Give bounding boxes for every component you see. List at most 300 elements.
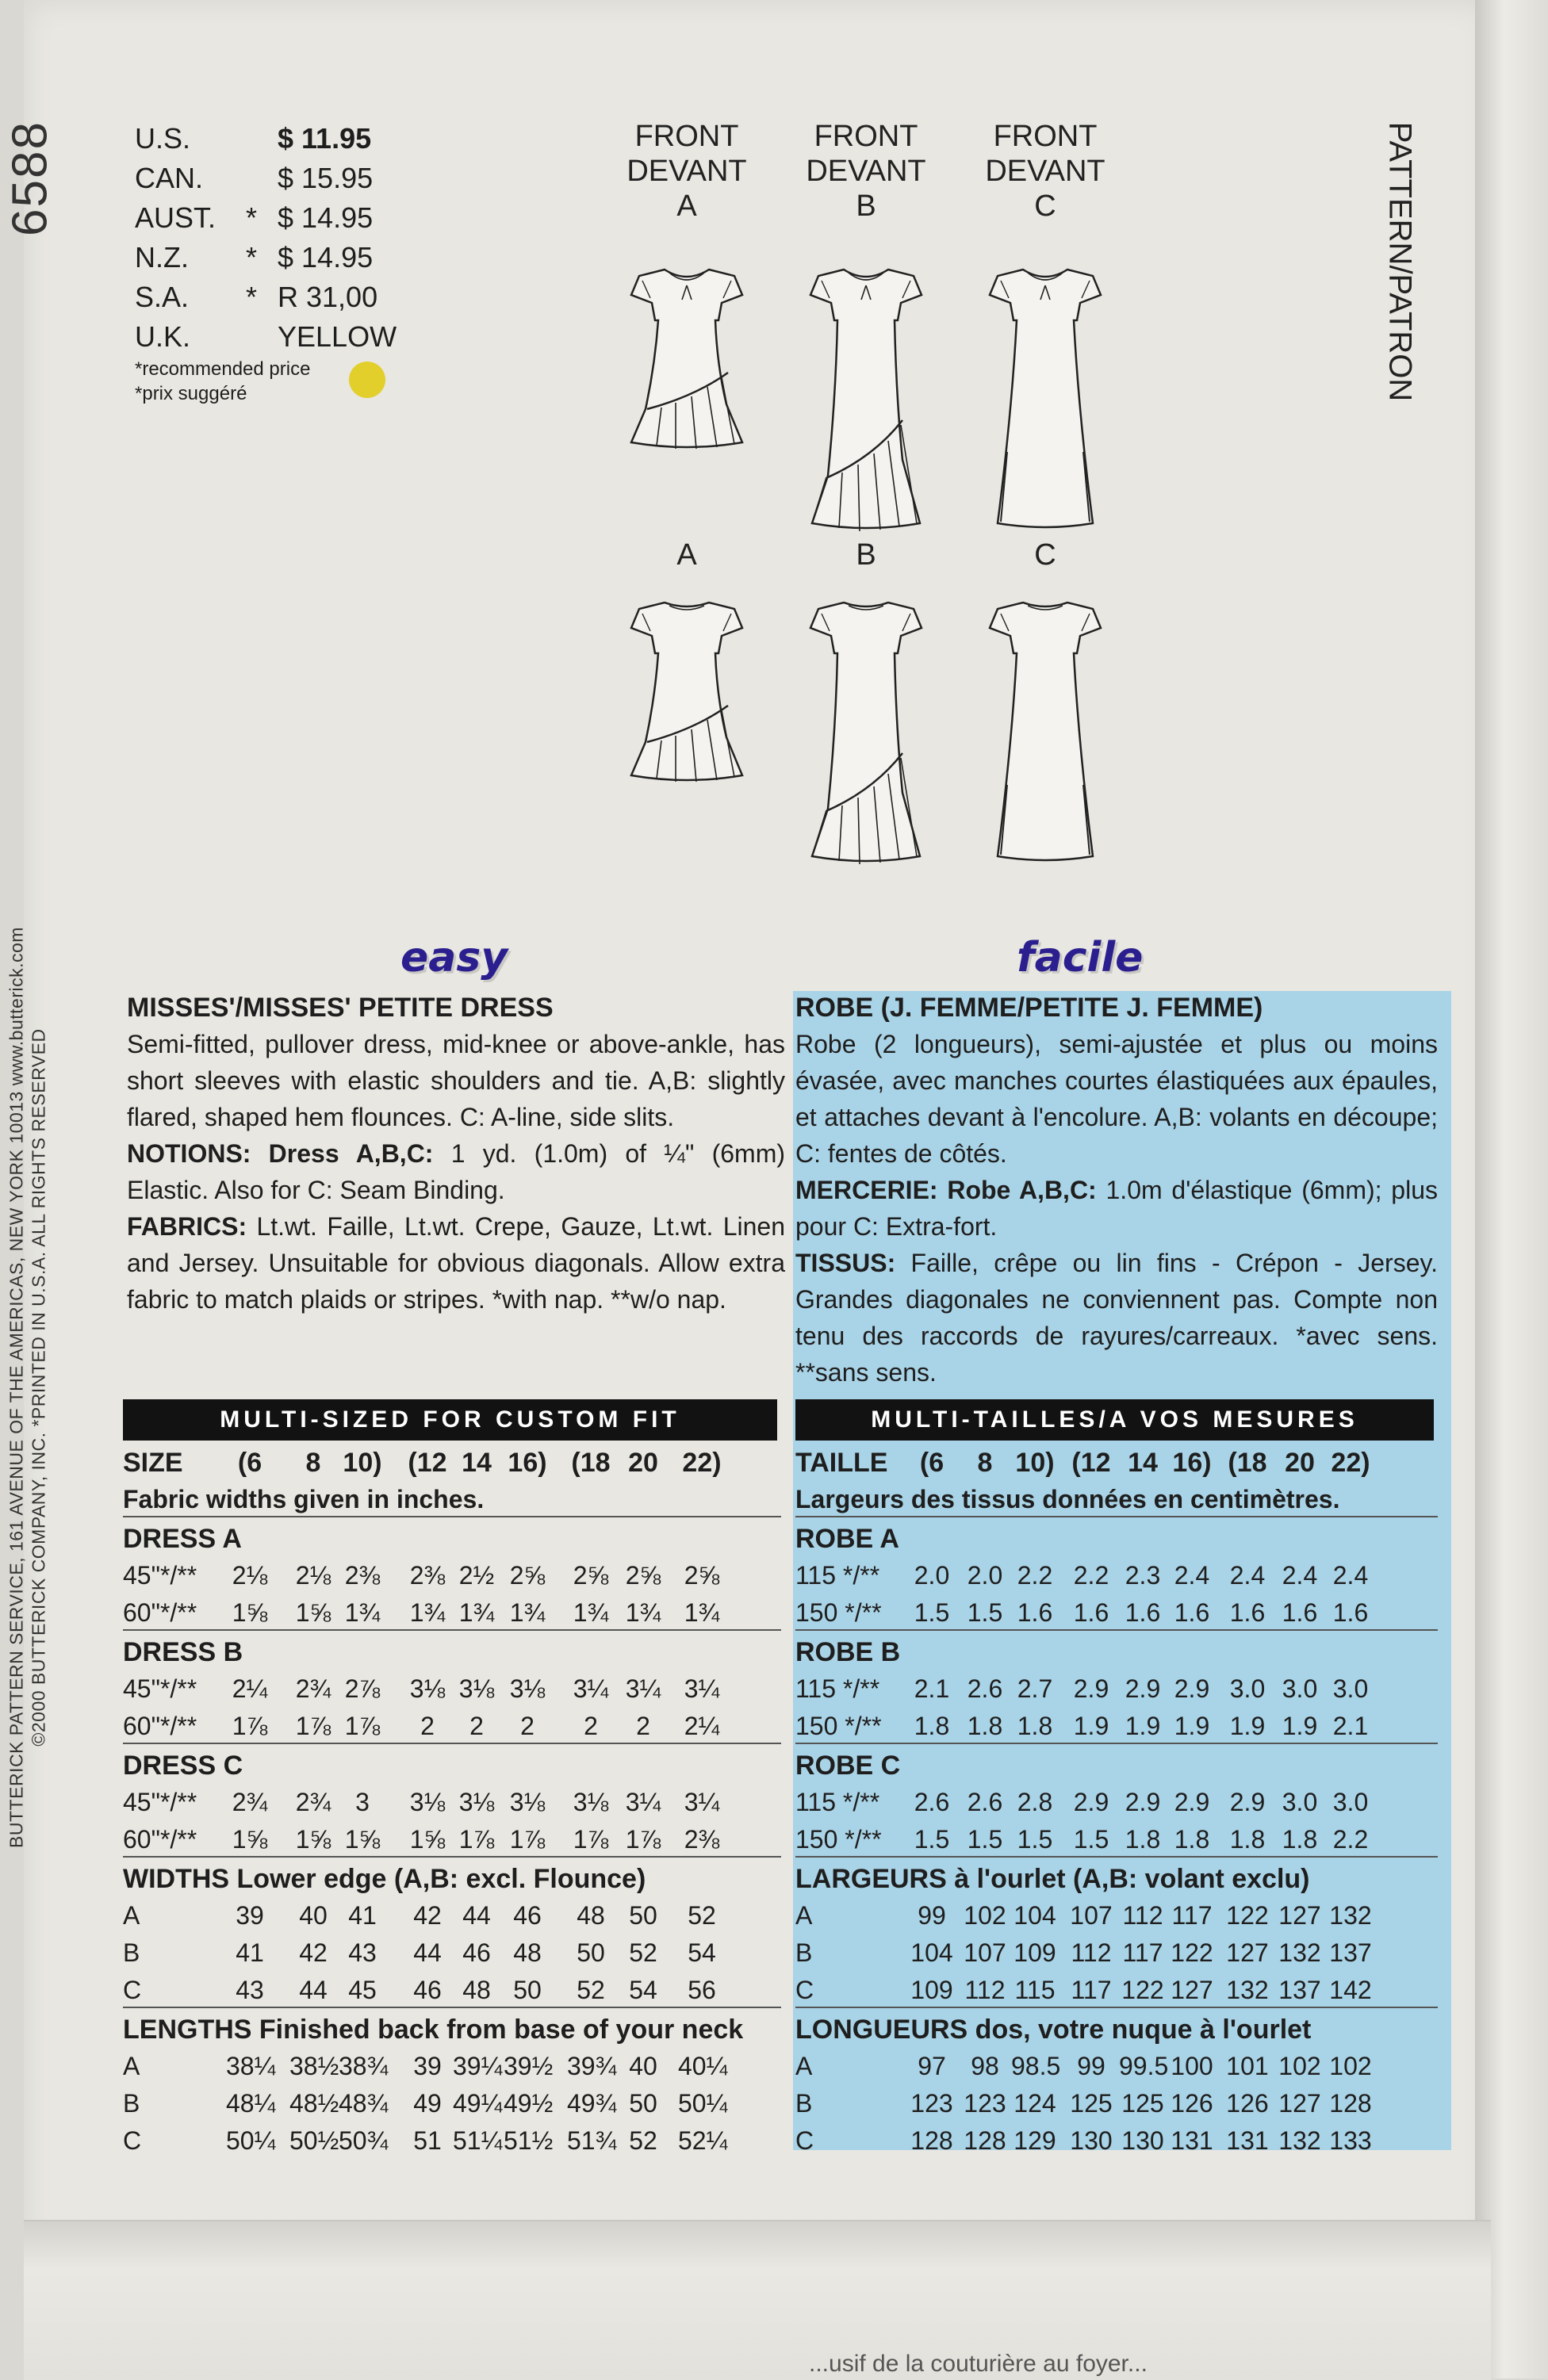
table-cell: 51¾ (567, 2126, 617, 2155)
row-label: 115 */** (795, 1561, 880, 1590)
table-cell: 48¾ (339, 2089, 389, 2118)
size-heading: 8 (305, 1448, 321, 1478)
table-cell: 2¼ (232, 1674, 268, 1703)
table-cell: 2⅝ (625, 1561, 661, 1590)
table-cell: 1.9 (1174, 1712, 1210, 1740)
french-description (795, 989, 1438, 1391)
widths-title: LARGEURS à l'ourlet (A,B: volant exclu) (795, 1864, 1310, 1894)
table-cell: 2.2 (1017, 1561, 1053, 1590)
table-cell: 1.6 (1073, 1598, 1109, 1627)
view-label-back-b: B (856, 538, 876, 572)
table-cell: 1.5 (967, 1598, 1003, 1627)
table-cell: 132 (1278, 1938, 1321, 1967)
table-cell: 52 (629, 2126, 657, 2155)
table-cell: 46 (413, 1976, 442, 2004)
table-cell: 1.9 (1073, 1712, 1109, 1740)
section-title-row (123, 1631, 781, 1668)
table-cell: 125 (1070, 2089, 1113, 2118)
yardage-row (795, 1819, 1438, 1858)
table-cell: 39½ (504, 2052, 554, 2080)
table-cell: 1.8 (1017, 1712, 1053, 1740)
english-fabrics: FABRICS: Lt.wt. Faille, Lt.wt. Crepe, Gauze, Lt.wt. Linen and Jersey. Unsuitable for obvious diagonals. Allow extra fabric to match plaids or stripes. *with nap. **w/o nap. (127, 1212, 785, 1314)
table-cell: 2¼ (684, 1712, 720, 1740)
table-cell: 3¼ (625, 1674, 661, 1703)
table-cell: 3⅛ (509, 1788, 546, 1816)
table-cell: 56 (688, 1976, 716, 2004)
table-cell: 2.9 (1125, 1674, 1161, 1703)
yardage-row (123, 1819, 781, 1858)
table-cell: 40 (299, 1901, 328, 1930)
widths-title-row (795, 1858, 1438, 1895)
table-cell: 2⅝ (573, 1561, 609, 1590)
widths-title: WIDTHS Lower edge (A,B: excl. Flounce) (123, 1864, 646, 1894)
french-title: ROBE (J. FEMME/PETITE J. FEMME) (795, 993, 1263, 1023)
lengths-title: LENGTHS Finished back from base of your neck (123, 2015, 744, 2045)
table-cell: 127 (1171, 1976, 1213, 2004)
table-cell: 1⅞ (625, 1825, 661, 1854)
table-cell: 109 (1013, 1938, 1056, 1967)
section-title-row (795, 1517, 1438, 1555)
table-cell: 126 (1226, 2089, 1269, 2118)
row-label: C (795, 2126, 814, 2155)
yardage-row (795, 1705, 1438, 1744)
dress-back-c-illustration (982, 587, 1109, 872)
size-heading: 14 (462, 1448, 492, 1478)
table-cell: 1¾ (573, 1598, 609, 1627)
table-cell: 102 (1329, 2052, 1372, 2080)
table-cell: 2.6 (914, 1788, 950, 1816)
table-cell: 101 (1226, 2052, 1269, 2080)
table-cell: 1⅝ (232, 1598, 268, 1627)
table-cell: 50 (629, 2089, 657, 2118)
row-label: 60"*/** (123, 1598, 197, 1627)
section-title: DRESS A (123, 1524, 242, 1554)
table-cell: 2.4 (1332, 1561, 1369, 1590)
table-cell: 2⅝ (684, 1561, 720, 1590)
view-label-back-c: C (1034, 538, 1056, 572)
width-note: Fabric widths given in inches. (123, 1485, 485, 1513)
pattern-number: 6588 (2, 121, 58, 236)
size-heading: 20 (1285, 1448, 1315, 1478)
table-cell: 137 (1278, 1976, 1321, 2004)
size-header-row (795, 1441, 1438, 1479)
table-cell: 1.6 (1332, 1598, 1369, 1627)
table-cell: 2¾ (295, 1788, 331, 1816)
table-cell: 3.0 (1229, 1674, 1266, 1703)
lengths-title-row (123, 2008, 781, 2045)
row-label: B (795, 1938, 813, 1967)
table-cell: 43 (348, 1938, 377, 1967)
table-cell: 49½ (504, 2089, 554, 2118)
table-cell: 42 (413, 1901, 442, 1930)
table-cell: 40 (629, 2052, 657, 2080)
width-note-row (123, 1479, 781, 1517)
table-cell: 3.0 (1282, 1788, 1318, 1816)
row-label: 45"*/** (123, 1788, 197, 1816)
table-cell: 1.6 (1017, 1598, 1053, 1627)
table-cell: 1⅝ (295, 1825, 331, 1854)
table-cell: 50¼ (678, 2089, 728, 2118)
size-heading: (6 (919, 1448, 945, 1478)
table-cell: 42 (299, 1938, 328, 1967)
section-title-row (795, 1631, 1438, 1668)
price-row: U.K. YELLOW (135, 320, 397, 353)
size-heading: 16) (508, 1448, 547, 1478)
table-cell: 128 (964, 2126, 1006, 2155)
table-cell: 50¾ (339, 2126, 389, 2155)
section-title-row (123, 1517, 781, 1555)
size-heading: 14 (1128, 1448, 1158, 1478)
row-label: B (123, 1938, 140, 1967)
yardage-row (795, 1781, 1438, 1819)
table-cell: 3⅛ (409, 1674, 446, 1703)
table-cell: 50 (513, 1976, 542, 2004)
table-cell: 130 (1121, 2126, 1164, 2155)
table-cell: 48½ (289, 2089, 339, 2118)
table-cell: 2⅜ (684, 1825, 720, 1854)
table-cell: 2⅛ (232, 1561, 268, 1590)
size-heading: (18 (1228, 1448, 1267, 1478)
section-title: DRESS C (123, 1751, 243, 1781)
publisher-address: BUTTERICK PATTERN SERVICE, 161 AVENUE OF THE AMERICAS, NEW YORK 10013 www.butterick.com (6, 927, 27, 1848)
table-cell: 1⅞ (295, 1712, 331, 1740)
table-cell: 1.6 (1125, 1598, 1161, 1627)
table-cell: 45 (348, 1976, 377, 2004)
table-cell: 1¾ (458, 1598, 495, 1627)
table-cell: 128 (1329, 2089, 1372, 2118)
table-cell: 1⅝ (409, 1825, 446, 1854)
table-cell: 126 (1171, 2089, 1213, 2118)
table-cell: 48 (513, 1938, 542, 1967)
table-cell: 133 (1329, 2126, 1372, 2155)
table-cell: 129 (1013, 2126, 1056, 2155)
table-cell: 2 (520, 1712, 535, 1740)
table-cell: 1.6 (1282, 1598, 1318, 1627)
row-label: C (123, 2126, 142, 2155)
table-cell: 2⅜ (409, 1561, 446, 1590)
table-cell: 1⅞ (458, 1825, 495, 1854)
table-cell: 112 (964, 1976, 1006, 2004)
table-cell: 2 (584, 1712, 598, 1740)
table-cell: 1.5 (1073, 1825, 1109, 1854)
table-cell: 2 (420, 1712, 435, 1740)
table-cell: 2.9 (1073, 1674, 1109, 1703)
row-label: A (123, 2052, 140, 2080)
size-table-english (123, 1441, 781, 2157)
table-cell: 2.6 (967, 1674, 1003, 1703)
table-cell: 3⅛ (458, 1788, 495, 1816)
table-cell: 2.9 (1174, 1674, 1210, 1703)
table-cell: 3 (355, 1788, 370, 1816)
table-cell: 52 (629, 1938, 657, 1967)
view-label-front-c: FRONT DEVANT C (985, 120, 1105, 223)
uk-yellow-dot (349, 362, 385, 398)
table-cell: 48 (577, 1901, 605, 1930)
size-heading: 10) (1015, 1448, 1055, 1478)
footer-fragment: ...usif de la couturière au foyer... (809, 2351, 1148, 2377)
table-cell: 1.5 (914, 1825, 950, 1854)
section-title: DRESS B (123, 1637, 243, 1667)
size-heading: 20 (628, 1448, 658, 1478)
table-cell: 2⅞ (344, 1674, 381, 1703)
table-cell: 49 (413, 2089, 442, 2118)
table-cell: 2 (469, 1712, 484, 1740)
table-cell: 123 (964, 2089, 1006, 2118)
table-cell: 2⅛ (295, 1561, 331, 1590)
table-cell: 1.8 (967, 1712, 1003, 1740)
lengths-title-row (795, 2008, 1438, 2045)
table-cell: 2.3 (1125, 1561, 1161, 1590)
table-cell: 44 (299, 1976, 328, 2004)
width-row (123, 1932, 781, 1969)
table-cell: 102 (1278, 2052, 1321, 2080)
english-notions: NOTIONS: Dress A,B,C: 1 yd. (1.0m) of ¼" (6mm) Elastic. Also for C: Seam Binding. (127, 1139, 785, 1204)
price-row: U.S. $ 11.95 (135, 122, 372, 155)
section-title: ROBE B (795, 1637, 901, 1667)
table-cell: 117 (1122, 1938, 1163, 1967)
section-title: ROBE C (795, 1751, 901, 1781)
table-cell: 2.2 (1332, 1825, 1369, 1854)
table-cell: 1¾ (344, 1598, 381, 1627)
table-cell: 1.8 (1229, 1825, 1266, 1854)
table-cell: 125 (1121, 2089, 1164, 2118)
table-cell: 131 (1171, 2126, 1213, 2155)
table-cell: 3⅛ (409, 1788, 446, 1816)
table-cell: 132 (1278, 2126, 1321, 2155)
size-heading: 22) (1331, 1448, 1370, 1478)
size-table-french (795, 1441, 1438, 2157)
publisher-side-text (0, 714, 56, 2061)
dress-front-b-illustration (803, 254, 929, 539)
table-cell: 38½ (289, 2052, 339, 2080)
table-cell: 38¾ (339, 2052, 389, 2080)
table-cell: 39 (413, 2052, 442, 2080)
table-cell: 117 (1171, 1901, 1213, 1930)
table-cell: 107 (964, 1938, 1006, 1967)
table-cell: 2 (636, 1712, 650, 1740)
size-heading: (12 (408, 1448, 447, 1478)
table-cell: 2.6 (967, 1788, 1003, 1816)
table-cell: 112 (1071, 1938, 1112, 1967)
table-cell: 46 (513, 1901, 542, 1930)
table-cell: 122 (1171, 1938, 1213, 1967)
table-cell: 1.9 (1229, 1712, 1266, 1740)
table-cell: 2.9 (1174, 1788, 1210, 1816)
table-cell: 1¾ (625, 1598, 661, 1627)
table-cell: 2.1 (1332, 1712, 1369, 1740)
table-cell: 104 (1013, 1901, 1056, 1930)
table-cell: 1.9 (1282, 1712, 1318, 1740)
table-cell: 1¾ (409, 1598, 446, 1627)
length-row (795, 2120, 1438, 2157)
table-cell: 49¾ (567, 2089, 617, 2118)
table-cell: 102 (964, 1901, 1006, 1930)
table-cell: 2.4 (1229, 1561, 1266, 1590)
size-heading: 16) (1172, 1448, 1212, 1478)
width-row (123, 1969, 781, 2008)
price-row: AUST. * $ 14.95 (135, 201, 374, 234)
row-label: C (123, 1976, 142, 2004)
table-cell: 48 (462, 1976, 491, 2004)
table-cell: 52 (688, 1901, 716, 1930)
table-cell: 40¼ (678, 2052, 728, 2080)
table-cell: 48¼ (226, 2089, 276, 2118)
table-cell: 122 (1121, 1976, 1164, 2004)
table-cell: 51 (413, 2126, 442, 2155)
table-cell: 99.5 (1119, 2052, 1169, 2080)
table-cell: 52¼ (678, 2126, 728, 2155)
table-cell: 2.4 (1282, 1561, 1318, 1590)
table-cell: 43 (236, 1976, 264, 2004)
row-label: 115 */** (795, 1674, 880, 1703)
size-heading: 8 (977, 1448, 993, 1478)
copyright-line: ©2000 BUTTERICK COMPANY, INC. *PRINTED IN U.S.A. ALL RIGHTS RESERVED (28, 1028, 49, 1747)
table-cell: 3.0 (1282, 1674, 1318, 1703)
price-row: N.Z. * $ 14.95 (135, 241, 374, 274)
table-cell: 41 (348, 1901, 377, 1930)
size-heading: (18 (571, 1448, 611, 1478)
facile-badge: facile (1017, 934, 1144, 981)
table-cell: 130 (1070, 2126, 1113, 2155)
envelope-right-fold (1475, 0, 1548, 2378)
size-header-row (123, 1441, 781, 1479)
section-title-row (123, 1744, 781, 1781)
english-title: MISSES'/MISSES' PETITE DRESS (127, 993, 554, 1023)
price-row: S.A. * R 31,00 (135, 281, 378, 313)
dress-back-b-illustration (803, 587, 929, 872)
table-cell: 2.0 (914, 1561, 950, 1590)
table-cell: 1⅞ (509, 1825, 546, 1854)
table-cell: 51¼ (453, 2126, 503, 2155)
row-label: C (795, 1976, 814, 2004)
dress-back-a-illustration (623, 587, 750, 793)
width-row (795, 1932, 1438, 1969)
yardage-row (795, 1592, 1438, 1631)
view-label-front-b: FRONT DEVANT B (806, 120, 926, 223)
table-cell: 3⅛ (509, 1674, 546, 1703)
row-label: 60"*/** (123, 1825, 197, 1854)
table-cell: 38¼ (226, 2052, 276, 2080)
table-cell: 39 (236, 1901, 264, 1930)
table-cell: 1.5 (914, 1598, 950, 1627)
table-cell: 44 (462, 1901, 491, 1930)
width-row (795, 1895, 1438, 1932)
table-cell: 1.6 (1174, 1598, 1210, 1627)
table-cell: 50½ (289, 2126, 339, 2155)
table-cell: 2¾ (232, 1788, 268, 1816)
table-cell: 2.4 (1174, 1561, 1210, 1590)
table-cell: 2¾ (295, 1674, 331, 1703)
table-cell: 1⅞ (344, 1712, 381, 1740)
table-cell: 1⅝ (295, 1598, 331, 1627)
pattern-patron-label: PATTERN/PATRON (1382, 121, 1418, 402)
table-cell: 107 (1070, 1901, 1113, 1930)
table-cell: 1¾ (509, 1598, 546, 1627)
size-heading: (6 (237, 1448, 262, 1478)
table-cell: 123 (910, 2089, 953, 2118)
table-cell: 1.8 (1174, 1825, 1210, 1854)
table-cell: 2.0 (967, 1561, 1003, 1590)
easy-badge: easy (400, 934, 508, 981)
table-cell: 2.9 (1229, 1788, 1266, 1816)
table-cell: 2⅜ (344, 1561, 381, 1590)
table-cell: 137 (1329, 1938, 1372, 1967)
table-cell: 3.0 (1332, 1674, 1369, 1703)
table-cell: 1.9 (1125, 1712, 1161, 1740)
table-cell: 99 (918, 1901, 946, 1930)
view-label-front-a: FRONT DEVANT A (626, 120, 747, 223)
length-row (123, 2120, 781, 2157)
table-cell: 1¾ (684, 1598, 720, 1627)
table-cell: 44 (413, 1938, 442, 1967)
table-cell: 1.5 (967, 1825, 1003, 1854)
table-cell: 39¾ (567, 2052, 617, 2080)
row-label: 150 */** (795, 1598, 882, 1627)
table-cell: 124 (1013, 2089, 1056, 2118)
table-cell: 2.8 (1017, 1788, 1053, 1816)
yardage-row (123, 1705, 781, 1744)
row-label: A (123, 1901, 140, 1930)
table-cell: 2.9 (1125, 1788, 1161, 1816)
price-list (135, 119, 420, 357)
length-row (795, 2045, 1438, 2083)
row-label: A (795, 1901, 813, 1930)
table-cell: 50 (577, 1938, 605, 1967)
size-heading: (12 (1071, 1448, 1111, 1478)
table-cell: 132 (1329, 1901, 1372, 1930)
table-cell: 97 (918, 2052, 946, 2080)
french-summary: Robe (2 longueurs), semi-ajustée et plus ou moins évasée, avec manches courtes élastiquées aux épaules, et attaches devant à l'encolure. A,B: volants en découpe; C: fentes de côtés. (795, 1030, 1438, 1168)
yardage-row (123, 1555, 781, 1592)
table-cell: 132 (1226, 1976, 1269, 2004)
table-cell: 2½ (458, 1561, 495, 1590)
view-label-back-a: A (676, 538, 697, 572)
table-cell: 142 (1329, 1976, 1372, 2004)
table-cell: 54 (688, 1938, 716, 1967)
table-cell: 46 (462, 1938, 491, 1967)
table-cell: 1.8 (914, 1712, 950, 1740)
table-cell: 3.0 (1332, 1788, 1369, 1816)
table-cell: 54 (629, 1976, 657, 2004)
table-cell: 100 (1171, 2052, 1213, 2080)
table-cell: 1.8 (1282, 1825, 1318, 1854)
table-cell: 3¼ (625, 1788, 661, 1816)
width-note: Largeurs des tissus données en centimètres. (795, 1485, 1340, 1513)
table-cell: 3¼ (684, 1788, 720, 1816)
table-cell: 50 (629, 1901, 657, 1930)
width-row (123, 1895, 781, 1932)
table-cell: 115 (1014, 1976, 1056, 2004)
table-cell: 98 (971, 2052, 999, 2080)
table-cell: 49¼ (453, 2089, 503, 2118)
table-cell: 41 (236, 1938, 264, 1967)
length-row (123, 2045, 781, 2083)
table-cell: 1.5 (1017, 1825, 1053, 1854)
table-cell: 131 (1226, 2126, 1269, 2155)
row-label: 45"*/** (123, 1561, 197, 1590)
english-description (127, 989, 785, 1318)
yardage-row (795, 1668, 1438, 1705)
section-title: ROBE A (795, 1524, 899, 1554)
table-cell: 39¼ (453, 2052, 503, 2080)
table-cell: 109 (910, 1976, 953, 2004)
dress-front-a-illustration (623, 254, 750, 460)
table-cell: 51½ (504, 2126, 554, 2155)
row-label: B (795, 2089, 813, 2118)
table-cell: 1.6 (1229, 1598, 1266, 1627)
section-title-row (795, 1744, 1438, 1781)
french-fabrics: TISSUS: Faille, crêpe ou lin fins - Crépon - Jersey. Grandes diagonales ne conviennent pas. Compte non tenu des raccords de rayures/carreaux. *avec sens. **sans sens. (795, 1249, 1438, 1387)
